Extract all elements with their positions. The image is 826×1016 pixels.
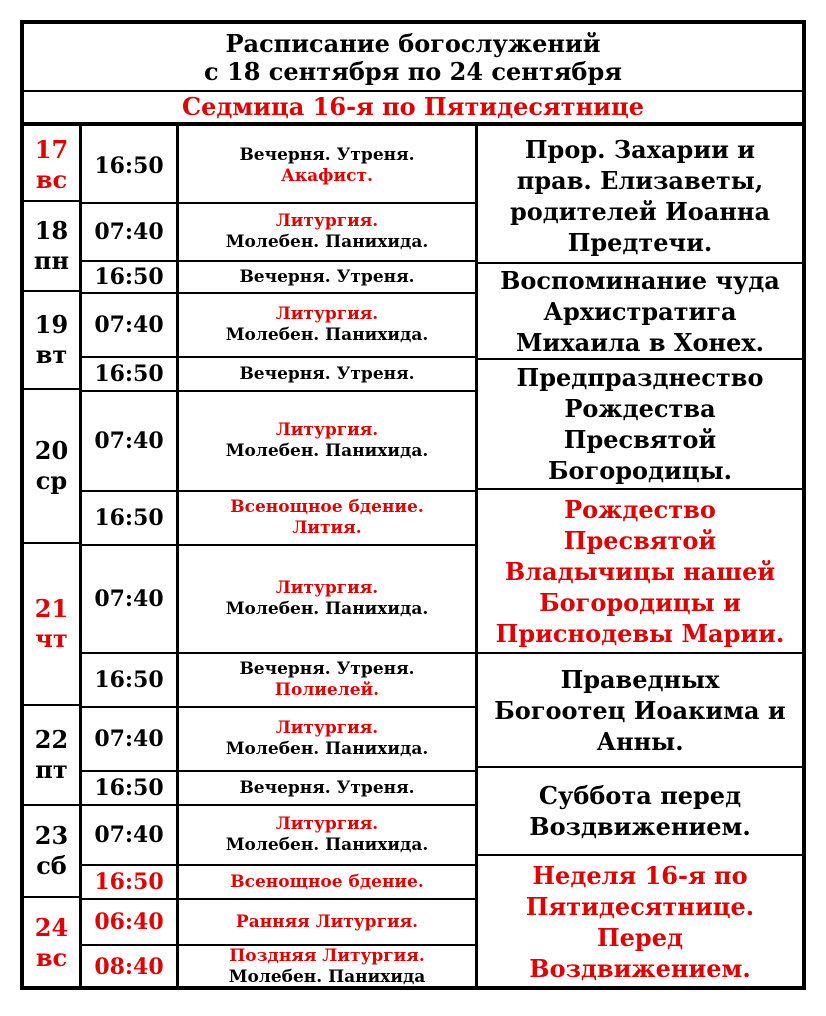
service-cell: Вечерня. Утреня. — [239, 266, 415, 287]
time-cell: 16:50 — [94, 667, 164, 693]
time-cell: 16:50 — [94, 264, 164, 290]
feast-cell: Рождество Пресвятой Владычицы нашей Богородицы и Приснодевы Марии. — [495, 494, 785, 648]
service-cell: Литургия. Молебен. Панихида. — [225, 420, 429, 461]
week-title: Седмица 16-я по Пятидесятнице — [182, 92, 644, 121]
time-cell: 16:50 — [94, 869, 164, 895]
time-cell: 16:50 — [94, 775, 164, 801]
time-cell: 07:40 — [94, 822, 164, 848]
service-cell: Литургия. Молебен. Панихида. — [225, 304, 429, 345]
day-22: 22 пт — [34, 725, 69, 784]
day-23: 23 сб — [34, 821, 69, 880]
day-18: 18 пн — [33, 216, 70, 275]
service-cell: Всенощное бдение. — [230, 871, 424, 892]
time-cell: 16:50 — [94, 153, 164, 179]
service-cell: Поздняя Литургия. Молебен. Панихида — [228, 946, 426, 987]
service-cell: Литургия. Молебен. Панихида. — [225, 578, 429, 619]
day-19: 19 вт — [34, 310, 69, 369]
service-cell: Литургия. Молебен. Панихида. — [225, 718, 429, 759]
time-cell: 07:40 — [94, 726, 164, 752]
time-cell: 07:40 — [94, 312, 164, 338]
day-20: 20 ср — [34, 436, 69, 495]
service-cell: Вечерня. Утреня. Полиелей. — [239, 659, 415, 700]
feast-cell: Предпразднество Рождества Пресвятой Богородицы. — [516, 363, 764, 485]
time-cell: 07:40 — [94, 586, 164, 612]
schedule-table — [20, 20, 806, 990]
day-17: 17 вс — [34, 135, 69, 194]
service-cell: Вечерня. Утреня. — [239, 363, 415, 384]
feast-cell: Суббота перед Воздвижением. — [529, 781, 751, 841]
title-line-1: Расписание богослужений — [225, 29, 601, 58]
feast-cell: Воспоминание чуда Архистратига Михаила в Хонех. — [500, 265, 780, 357]
time-cell: 16:50 — [94, 361, 164, 387]
service-cell: Вечерня. Утреня. Акафист. — [239, 145, 415, 186]
service-cell: Всенощное бдение. Лития. — [230, 497, 424, 538]
title-line-2: с 18 сентября по 24 сентября — [204, 57, 622, 86]
time-cell: 08:40 — [94, 954, 164, 980]
day-24: 24 вс — [34, 913, 69, 972]
schedule-title — [24, 28, 802, 88]
feast-cell: Прор. Захарии и прав. Елизаветы, родителей Иоанна Предтечи. — [510, 135, 770, 257]
service-cell: Вечерня. Утреня. — [239, 777, 415, 798]
time-cell: 06:40 — [94, 909, 164, 935]
service-cell: Литургия. Молебен. Панихида. — [225, 814, 429, 855]
service-cell: Литургия. Молебен. Панихида. — [225, 211, 429, 252]
time-cell: 16:50 — [94, 505, 164, 531]
time-cell: 07:40 — [94, 428, 164, 454]
feast-cell: Неделя 16-я по Пятидесятнице. Перед Воздвижением. — [525, 861, 755, 983]
day-21: 21 чт — [34, 594, 69, 653]
feast-cell: Праведных Богоотец Иоакима и Анны. — [494, 664, 786, 756]
service-cell: Ранняя Литургия. — [235, 911, 419, 932]
time-cell: 07:40 — [94, 219, 164, 245]
